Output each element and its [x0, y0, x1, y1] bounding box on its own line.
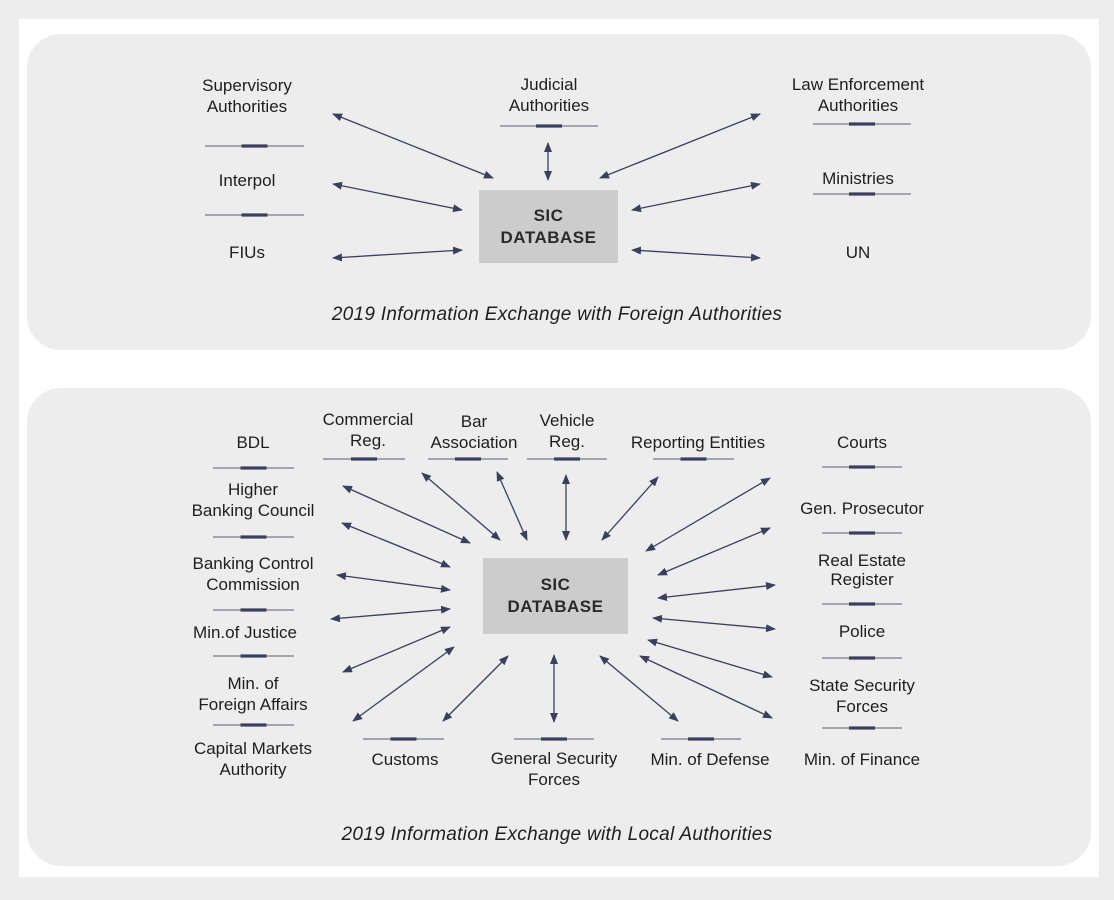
caption-local: 2019 Information Exchange with Local Authorities — [341, 824, 773, 845]
bidirectional-arrow — [632, 250, 760, 258]
separator-thick-mark — [241, 723, 267, 726]
separator-thick-mark — [849, 656, 875, 659]
separator-thick-mark — [241, 535, 267, 538]
label-courts: Courts — [836, 433, 888, 452]
label-line: State Security — [809, 676, 915, 695]
bidirectional-arrow — [600, 114, 760, 178]
separator-thick-mark — [849, 465, 875, 468]
label-capital-markets-authority — [194, 738, 312, 780]
label-line: Min. of — [227, 674, 279, 693]
bidirectional-arrow — [343, 486, 470, 543]
separator-thick-mark — [455, 457, 481, 460]
label-gen-prosecutor: Gen. Prosecutor — [800, 499, 924, 518]
label-law-enforcement-authorities — [792, 74, 924, 116]
label-min-of-defense: Min. of Defense — [650, 750, 770, 769]
bidirectional-arrow — [333, 250, 462, 258]
sic-label: SIC — [533, 205, 564, 225]
separator-thick-mark — [554, 457, 580, 460]
label-line: Supervisory — [202, 76, 292, 95]
bidirectional-arrow — [632, 184, 760, 210]
label-min-of-finance: Min. of Finance — [803, 750, 921, 769]
separator-thick-mark — [688, 737, 714, 740]
label-line: Reg. — [549, 432, 585, 451]
label-bar-association — [431, 411, 518, 453]
separator-thick-mark — [849, 726, 875, 729]
bidirectional-arrow — [658, 528, 770, 575]
label-line: Capital Markets — [193, 739, 313, 758]
separator-thick-mark — [541, 737, 567, 740]
bidirectional-arrow — [333, 184, 462, 210]
bidirectional-arrow — [443, 656, 508, 721]
label-line: Banking Council — [191, 501, 315, 520]
separator-thick-mark — [849, 531, 875, 534]
label-min-of-justice: Min.of Justice — [193, 623, 297, 642]
label-line: Authorities — [206, 97, 288, 116]
label-interpol: Interpol — [218, 171, 276, 190]
bidirectional-arrow — [653, 618, 775, 629]
separator-thick-mark — [849, 192, 875, 195]
label-line: Commercial — [322, 410, 414, 429]
label-line: Judicial — [520, 75, 578, 94]
sic-label: SIC — [540, 575, 571, 594]
separator-thick-mark — [242, 213, 268, 216]
label-police: Police — [838, 622, 886, 641]
bidirectional-arrow — [342, 523, 450, 567]
label-line: Association — [430, 433, 518, 452]
bidirectional-arrow — [602, 477, 658, 540]
label-line: Foreign Affairs — [198, 695, 308, 714]
label-bdl: BDL — [236, 433, 270, 452]
sic-database-box-foreign — [479, 190, 618, 263]
separator-thick-mark — [391, 737, 417, 740]
bidirectional-arrow — [600, 656, 678, 721]
label-line: Higher — [227, 480, 279, 499]
separator-thick-mark — [681, 457, 707, 460]
bidirectional-arrow — [333, 114, 493, 178]
label-customs: Customs — [371, 750, 439, 769]
label-line: Authorities — [508, 96, 590, 115]
label-line: Authorities — [817, 96, 899, 115]
sic-database-box-local — [483, 558, 628, 634]
label-supervisory-authorities — [202, 75, 292, 117]
separator-thick-mark — [351, 457, 377, 460]
separator-thick-mark — [241, 466, 267, 469]
label-judicial-authorities — [509, 74, 589, 116]
label-line: Forces — [528, 770, 580, 789]
label-min-of-foreign-affairs — [198, 673, 307, 715]
label-line: Law Enforcement — [791, 75, 925, 94]
label-line: Vehicle — [539, 411, 595, 430]
bidirectional-arrow — [331, 609, 450, 619]
label-line: Register — [830, 570, 894, 589]
bidirectional-arrow — [658, 585, 775, 598]
label-line: Authority — [219, 760, 287, 779]
label-real-estate-register — [818, 551, 906, 589]
label-higher-banking-council — [192, 479, 315, 521]
bidirectional-arrow — [640, 656, 772, 718]
label-line: Real Estate — [818, 551, 906, 570]
separator-thick-mark — [536, 124, 562, 127]
bidirectional-arrow — [353, 647, 454, 721]
separator-thick-mark — [849, 122, 875, 125]
bidirectional-arrow — [646, 478, 770, 551]
bidirectional-arrow — [337, 575, 450, 590]
label-line: Banking Control — [192, 554, 314, 573]
separator-thick-mark — [241, 608, 267, 611]
label-vehicle-reg — [540, 410, 595, 452]
label-ministries: Ministries — [822, 169, 894, 188]
database-label: DATABASE — [500, 227, 597, 247]
label-general-security-forces — [491, 748, 618, 790]
bidirectional-arrow — [343, 627, 450, 672]
separator-thick-mark — [849, 602, 875, 605]
label-reporting-entities: Reporting Entities — [630, 433, 766, 452]
label-fius: FIUs — [229, 243, 265, 262]
label-line: Reg. — [350, 431, 386, 450]
database-label: DATABASE — [507, 597, 604, 616]
bidirectional-arrow — [648, 640, 772, 677]
label-line: Commission — [206, 575, 300, 594]
label-state-security-forces — [809, 675, 915, 717]
bidirectional-arrow — [422, 473, 500, 540]
label-banking-control-commission — [193, 553, 314, 595]
label-line: Forces — [836, 697, 888, 716]
caption-foreign: 2019 Information Exchange with Foreign Authorities — [331, 304, 783, 325]
label-line: Bar — [460, 412, 488, 431]
separator-thick-mark — [241, 654, 267, 657]
label-commercial-reg — [323, 409, 414, 451]
label-un: UN — [845, 243, 871, 262]
separator-thick-mark — [242, 144, 268, 147]
bidirectional-arrow — [497, 472, 527, 540]
label-line: General Security — [490, 749, 618, 768]
